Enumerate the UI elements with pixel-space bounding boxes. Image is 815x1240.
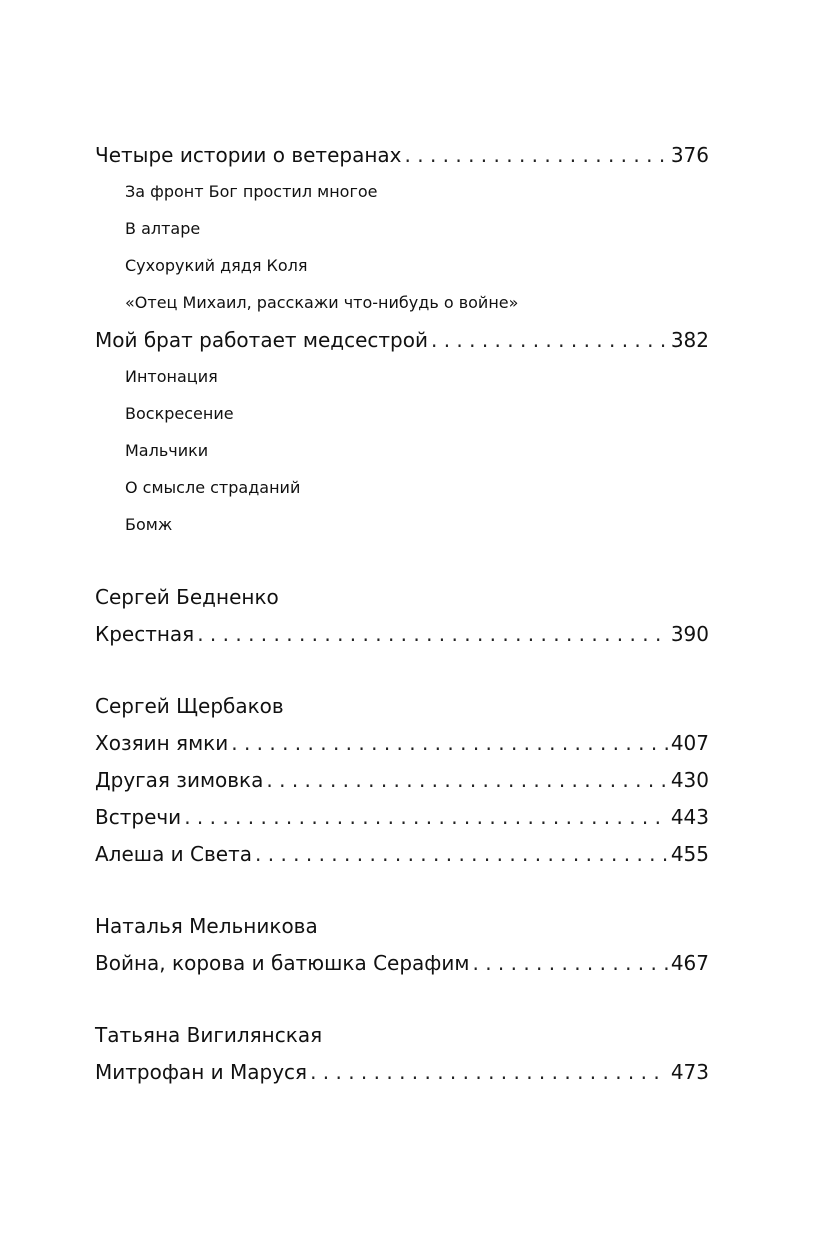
toc-entry-page: 455	[670, 842, 709, 866]
toc-subentry: Сухорукий дядя Коля	[125, 256, 308, 275]
toc-entry[interactable]	[95, 1057, 709, 1094]
section-author: Сергей Бедненко	[95, 585, 279, 609]
toc-entry-page: 473	[670, 1060, 709, 1084]
toc-subentry: В алтаре	[125, 219, 201, 238]
table-of-contents	[95, 140, 709, 1094]
section-spacer	[95, 985, 709, 1020]
dot-leader	[266, 765, 667, 795]
dot-leader	[431, 325, 668, 355]
toc-entry-page: 443	[670, 805, 709, 829]
dot-leader	[472, 948, 667, 978]
toc-entry[interactable]	[95, 140, 709, 177]
section-spacer	[95, 656, 709, 691]
toc-entry[interactable]	[95, 802, 709, 839]
dot-leader	[255, 839, 668, 869]
toc-entry-title: Крестная	[95, 622, 195, 646]
section-author: Татьяна Вигилянская	[95, 1023, 323, 1047]
toc-entry-page: 467	[670, 951, 709, 975]
toc-entry[interactable]	[95, 948, 709, 985]
toc-entry-page: 390	[670, 622, 709, 646]
toc-entry-title: Митрофан и Маруся	[95, 1060, 308, 1084]
dot-leader	[197, 619, 668, 649]
toc-subentry: За фронт Бог простил многое	[125, 182, 378, 201]
toc-subentry: Бомж	[125, 515, 173, 534]
section-author: Сергей Щербаков	[95, 694, 284, 718]
dot-leader	[231, 728, 668, 758]
dot-leader	[310, 1057, 668, 1087]
dot-leader	[184, 802, 668, 832]
toc-entry[interactable]	[95, 325, 709, 362]
toc-entry[interactable]	[95, 839, 709, 876]
section-spacer	[95, 547, 709, 582]
toc-entry-title: Встречи	[95, 805, 182, 829]
toc-entry[interactable]	[95, 728, 709, 765]
toc-entry[interactable]	[95, 619, 709, 656]
toc-entry-page: 382	[670, 328, 709, 352]
toc-subentry: Интонация	[125, 367, 218, 386]
toc-entry-title: Алеша и Света	[95, 842, 253, 866]
section-spacer	[95, 876, 709, 911]
toc-entry-title: Четыре истории о ветеранах	[95, 143, 402, 167]
toc-entry-title: Война, корова и батюшка Серафим	[95, 951, 470, 975]
toc-entry-title: Другая зимовка	[95, 768, 264, 792]
toc-entry-page: 430	[670, 768, 709, 792]
section-author: Наталья Мельникова	[95, 914, 318, 938]
toc-entry-title: Хозяин ямки	[95, 731, 229, 755]
dot-leader	[405, 140, 668, 170]
toc-entry[interactable]	[95, 765, 709, 802]
toc-subentry: «Отец Михаил, расскажи что-нибудь о войне»	[125, 293, 519, 312]
toc-subentry: Воскресение	[125, 404, 234, 423]
toc-subentry: Мальчики	[125, 441, 209, 460]
toc-entry-title: Мой брат работает медсестрой	[95, 328, 428, 352]
toc-entry-page: 376	[670, 143, 709, 167]
toc-entry-page: 407	[670, 731, 709, 755]
toc-subentry: О смысле страданий	[125, 478, 301, 497]
